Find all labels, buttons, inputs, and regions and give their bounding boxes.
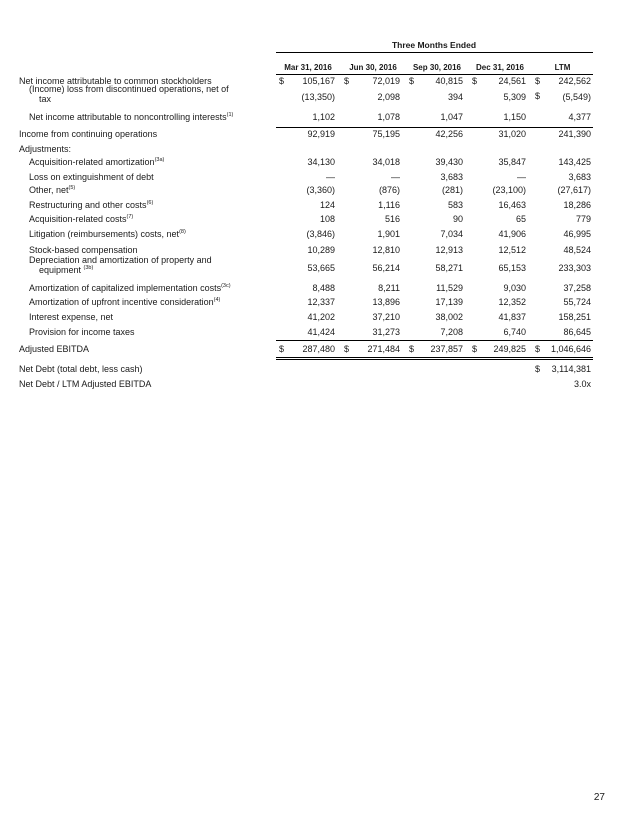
table-cell: 249,825 [493,344,526,354]
row-label: Other, net$^{(5)}$ [29,185,76,195]
table-cell: 3,114,381 [551,364,591,374]
table-row [0,364,638,376]
table-cell: 3,683 [568,172,591,182]
column-header-dec: Dec 31, 2016 [475,63,525,72]
row-label: Loss on extinguishment of debt [29,172,154,182]
table-row [0,344,638,356]
table-cell: 12,337 [307,297,335,307]
table-row [0,112,638,124]
column-header-ltm: LTM [554,63,571,72]
page-number: 27 [593,792,605,803]
footnote-ref: (7) [126,214,134,220]
row-label-line1: (Income) loss from discontinued operations, net of [29,84,229,94]
column-header-sep: Sep 30, 2016 [412,63,462,72]
footnote-ref: (8) [179,229,186,235]
table-row [0,185,638,197]
table-cell: (13,350) [301,92,335,102]
table-cell: 55,724 [563,297,591,307]
table-cell: 1,078 [377,112,400,122]
table-cell: 1,116 [378,200,400,210]
dollar-sign: $ [535,76,541,86]
dollar-sign: $ [279,344,285,354]
table-cell: 1,901 [377,229,400,239]
table-cell: (876) [378,185,400,195]
column-header-mar: Mar 31, 2016 [284,63,332,72]
column-header-jun: Jun 30, 2016 [349,63,397,72]
row-label-line1: Depreciation and amortization of property and [29,255,212,265]
table-row [0,172,638,184]
table-cell: 35,847 [498,157,526,167]
row-label: Provision for income taxes [29,327,135,337]
table-cell: 38,002 [435,312,463,322]
row-label: Net Debt (total debt, less cash) [19,364,143,374]
table-cell: 1,102 [312,112,335,122]
table-cell: 12,352 [498,297,526,307]
dollar-sign: $ [409,76,415,86]
table-cell: 143,425 [558,157,591,167]
period-title: Three Months Ended [391,40,477,50]
dollar-sign: $ [472,344,478,354]
table-cell: 41,424 [307,327,335,337]
table-cell: 233,303 [558,263,591,273]
row-label: Amortization of capitalized implementation costs$^{(3c)}$ [29,283,231,293]
table-row [0,200,638,212]
row-label: Net income attributable to noncontrolling interests$^{(1)}$ [29,112,234,122]
row-label: Adjustments: [19,144,72,154]
dollar-sign: $ [535,91,541,101]
table-cell: 10,289 [307,245,335,255]
footnote-ref: (5) [68,185,76,191]
footnote-ref: (3b) [83,265,94,271]
table-cell: 7,208 [440,327,463,337]
table-cell: (281) [441,185,463,195]
table-cell: 13,896 [372,297,400,307]
row-label: Income from continuing operations [19,129,158,139]
table-cell: 3,683 [440,172,463,182]
table-cell: 75,195 [372,129,400,139]
dollar-sign: $ [535,364,541,374]
table-row [0,84,638,104]
table-cell: 1,150 [503,112,526,122]
table-cell: 40,815 [435,76,463,86]
table-row [0,144,638,156]
table-row [0,297,638,309]
table-cell: 18,286 [563,200,591,210]
table-cell: 46,995 [563,229,591,239]
row-label: Restructuring and other costs$^{(6)}$ [29,200,154,210]
row-label: Net income attributable to common stockholders [19,76,212,86]
table-cell: 41,202 [307,312,335,322]
table-cell: 92,919 [307,129,335,139]
table-cell: — [517,172,526,182]
table-cell: 65 [515,214,526,224]
table-cell: 34,130 [307,157,335,167]
dollar-sign: $ [409,344,415,354]
table-cell: 4,377 [568,112,591,122]
table-row [0,283,638,295]
row-label: Litigation (reimbursements) costs, net$^{(8)}$ [29,229,186,239]
row-label [29,255,212,275]
table-cell: 39,430 [435,157,463,167]
table-cell: — [326,172,335,182]
header-rule-bottom [276,74,593,75]
dollar-sign: $ [279,76,285,86]
table-row [0,229,638,241]
table-cell: 242,562 [558,76,591,86]
table-cell: 108 [319,214,335,224]
table-cell: 583 [447,200,463,210]
dollar-sign: $ [472,76,478,86]
table-cell: 105,167 [302,76,335,86]
header-rule-top [276,52,593,53]
table-cell: 48,524 [563,245,591,255]
table-cell: 17,139 [435,297,463,307]
table-cell: 779 [575,214,591,224]
dollar-sign: $ [344,76,350,86]
table-cell: 287,480 [302,344,335,354]
table-cell: 12,913 [435,245,463,255]
table-cell: 1,047 [440,112,463,122]
table-cell: 237,857 [430,344,463,354]
row-label: Acquisition-related costs$^{(7)}$ [29,214,134,224]
table-cell: — [391,172,400,182]
table-cell: 8,488 [312,283,335,293]
row-label: Amortization of upfront incentive consideration$^{(4)}$ [29,297,221,307]
table-cell: 1,046,646 [550,344,591,354]
table-cell: 90 [452,214,463,224]
total-rule-bottom-1 [276,357,593,358]
table-cell: 5,309 [503,92,526,102]
table-row [0,129,638,141]
table-row [0,379,638,391]
row-label: Adjusted EBITDA [19,344,90,354]
dollar-sign: $ [535,344,541,354]
table-row [0,327,638,339]
table-cell: 241,390 [558,129,591,139]
row-label [29,84,229,104]
table-cell: (27,617) [557,185,591,195]
table-cell: (23,100) [492,185,526,195]
table-cell: 65,153 [498,263,526,273]
table-cell: 53,665 [307,263,335,273]
row-label: Acquisition-related amortization$^{(3a)}$ [29,157,165,167]
table-cell: 516 [384,214,400,224]
table-cell: 6,740 [503,327,526,337]
row-label: Stock-based compensation [29,245,138,255]
footnote-ref: (3a) [154,157,165,163]
table-cell: 3.0x [573,379,591,389]
table-cell: 24,561 [498,76,526,86]
subtotal-rule [276,127,593,128]
table-cell: 41,837 [498,312,526,322]
table-cell: 16,463 [498,200,526,210]
table-cell: 124 [319,200,335,210]
table-cell: 72,019 [372,76,400,86]
table-row [0,312,638,324]
footnote-ref: (6) [146,200,154,206]
footnote-ref: (4) [213,297,221,303]
footnote-ref: (1) [226,112,234,118]
row-label-line2: equipment $^{(3b)}$ [39,265,94,275]
table-cell: 31,273 [372,327,400,337]
table-cell: 34,018 [372,157,400,167]
table-cell: (3,846) [306,229,335,239]
table-cell: 12,810 [372,245,400,255]
table-cell: 2,098 [377,92,400,102]
row-label: Net Debt / LTM Adjusted EBITDA [19,379,152,389]
table-cell: 41,906 [498,229,526,239]
row-label: Interest expense, net [29,312,114,322]
total-rule-top [276,340,593,341]
table-cell: 56,214 [372,263,400,273]
table-cell: 9,030 [503,283,526,293]
table-cell: 58,271 [435,263,463,273]
total-rule-bottom-2 [276,359,593,360]
table-cell: 31,020 [498,129,526,139]
table-cell: 42,256 [435,129,463,139]
dollar-sign: $ [344,344,350,354]
table-cell: 37,258 [563,283,591,293]
table-row [0,255,638,275]
table-cell: 394 [447,92,463,102]
table-cell: 271,484 [367,344,400,354]
table-cell: (3,360) [306,185,335,195]
table-row [0,157,638,169]
table-cell: 86,645 [563,327,591,337]
table-cell: 11,529 [436,283,463,293]
table-cell: 37,210 [372,312,400,322]
table-cell: 12,512 [498,245,526,255]
row-label-line2: tax [39,94,52,104]
table-cell: (5,549) [562,92,591,102]
table-cell: 7,034 [440,229,463,239]
table-row [0,214,638,226]
table-cell: 8,211 [378,283,400,293]
footnote-ref: (3c) [221,283,231,289]
table-cell: 158,251 [558,312,591,322]
